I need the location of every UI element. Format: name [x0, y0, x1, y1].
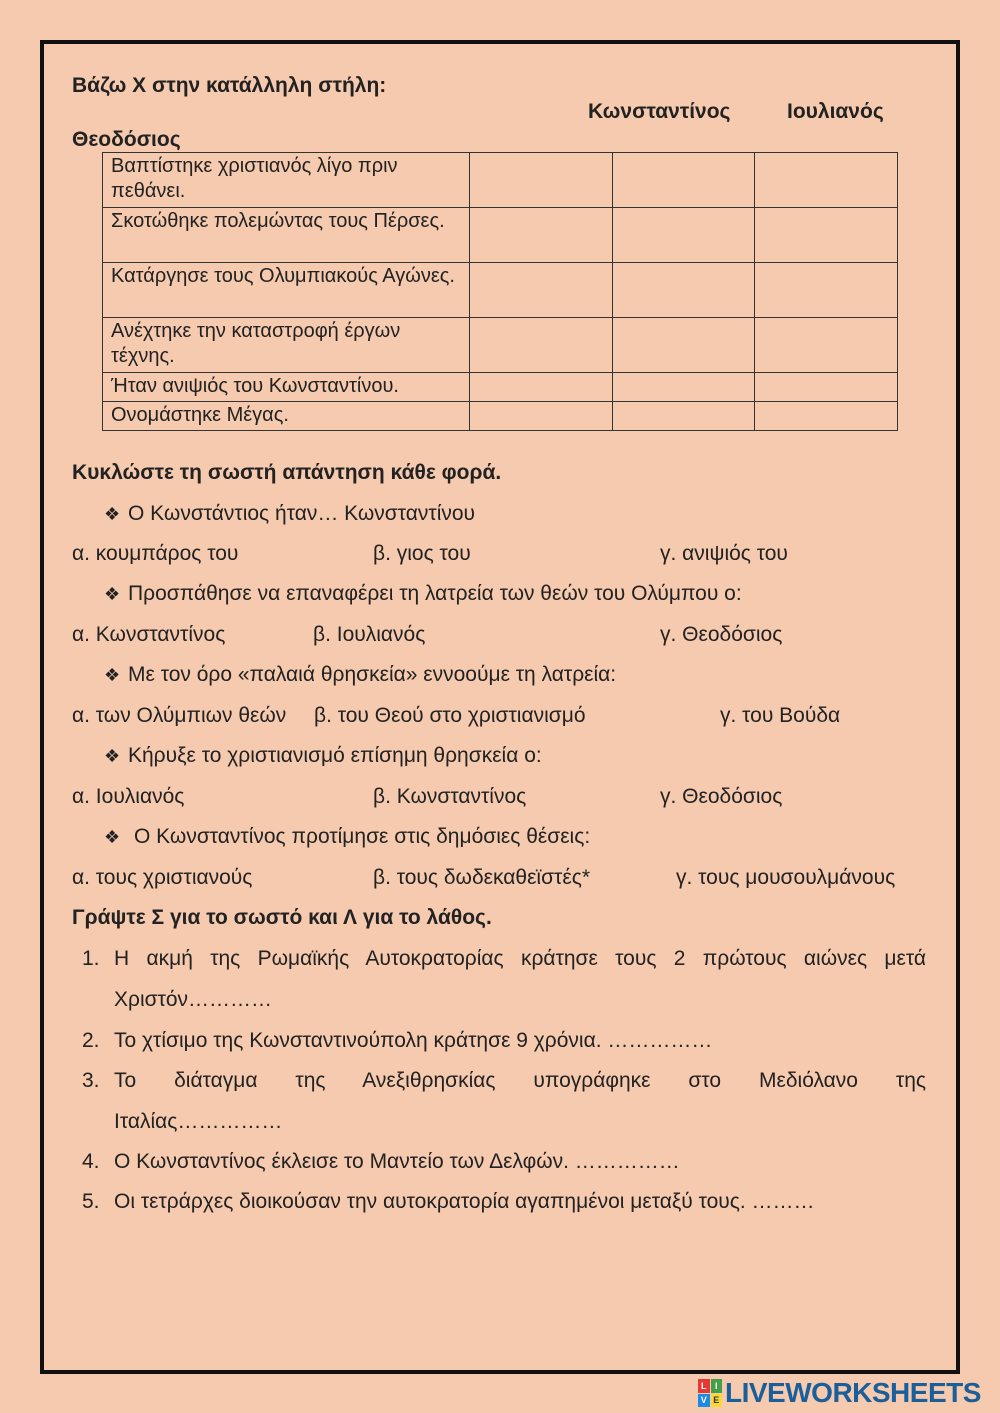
answer-cell[interactable]	[470, 263, 613, 318]
question-text: Κήρυξε το χριστιανισμό επίσημη θρησκεία ο:	[128, 744, 542, 767]
column-header-konstantinos: Κωνσταντίνος	[588, 100, 731, 123]
section1-heading: Βάζω Χ στην κατάλληλη στήλη:	[72, 74, 387, 97]
option-b[interactable]: β. Ιουλιανός	[313, 623, 426, 646]
statement-continuation[interactable]: Χριστόν…………	[114, 988, 273, 1011]
logo-text: LIVEWORKSHEETS	[725, 1377, 981, 1408]
table-row	[103, 318, 898, 373]
table-row	[103, 208, 898, 263]
answer-cell[interactable]	[755, 373, 898, 402]
question-5	[104, 825, 590, 849]
option-b[interactable]: β. Κωνσταντίνος	[373, 785, 527, 808]
statement-text[interactable]: Το χτίσιμο της Κωνσταντινούπολη κράτησε 9 χρόνια. ……………	[114, 1029, 713, 1052]
answer-cell[interactable]	[755, 153, 898, 208]
answer-cell[interactable]	[612, 318, 755, 373]
answer-cell[interactable]	[470, 402, 613, 431]
section2-heading: Κυκλώστε τη σωστή απάντηση κάθε φορά.	[72, 461, 502, 484]
statement-cell: Κατάργησε τους Ολυμπιακούς Αγώνες.	[103, 263, 470, 318]
statement-text: Το διάταγμα της Ανεξιθρησκίας υπογράφηκε στο Μεδιόλανο της	[114, 1069, 926, 1092]
option-a[interactable]: α. Κωνσταντίνος	[72, 623, 226, 646]
table-row	[103, 373, 898, 402]
statement-cell: Ονομάστηκε Μέγας.	[103, 402, 470, 431]
option-b[interactable]: β. του Θεού στο χριστιανισμό	[314, 704, 586, 727]
option-b[interactable]: β. τους δωδεκαθεϊστές*	[373, 866, 591, 889]
answer-cell[interactable]	[755, 402, 898, 431]
question-3	[104, 663, 616, 687]
item-number: 1.	[82, 947, 100, 970]
column-header-ioulianos: Ιουλιανός	[787, 100, 884, 123]
answer-cell[interactable]	[755, 263, 898, 318]
answer-cell[interactable]	[470, 153, 613, 208]
option-a[interactable]: α. κουμπάρος του	[72, 542, 239, 565]
option-c[interactable]: γ. του Βούδα	[720, 704, 841, 727]
liveworksheets-logo[interactable]	[698, 1376, 981, 1410]
statement-cell: Ανέχτηκε την καταστροφή έργων τέχνης.	[103, 318, 470, 373]
logo-badge-icon: L I V E	[698, 1379, 722, 1407]
option-c[interactable]: γ. τους μουσουλμάνους	[676, 866, 896, 889]
question-text: Με τον όρο «παλαιά θρησκεία» εννοούμε τη λατρεία:	[128, 663, 617, 686]
question-text: Προσπάθησε να επαναφέρει τη λατρεία των θεών του Ολύμπου ο:	[128, 582, 742, 605]
statement-cell: Σκοτώθηκε πολεμώντας τους Πέρσες.	[103, 208, 470, 263]
statement-cell: Βαπτίστηκε χριστιανός λίγο πριν πεθάνει.	[103, 153, 470, 208]
table-row	[103, 263, 898, 318]
question-text: Ο Κωνστάντιος ήταν… Κωνσταντίνου	[128, 502, 476, 525]
answer-cell[interactable]	[470, 373, 613, 402]
option-a[interactable]: α. τους χριστιανούς	[72, 866, 253, 889]
answer-cell[interactable]	[612, 373, 755, 402]
diamond-bullet-icon: ❖	[104, 827, 121, 847]
option-c[interactable]: γ. Θεοδόσιος	[660, 623, 783, 646]
answer-cell[interactable]	[612, 208, 755, 263]
answer-cell[interactable]	[470, 318, 613, 373]
column-header-theodosios: Θεοδόσιος	[72, 128, 181, 151]
option-c[interactable]: γ. ανιψιός του	[660, 542, 788, 565]
item-number: 4.	[82, 1150, 100, 1173]
statement-text[interactable]: Ο Κωνσταντίνος έκλεισε το Μαντείο των Δελφών. ……………	[114, 1150, 680, 1173]
diamond-bullet-icon: ❖	[104, 584, 121, 604]
option-a[interactable]: α. των Ολύμπιων θεών	[72, 704, 287, 727]
answer-cell[interactable]	[470, 208, 613, 263]
question-text: Ο Κωνσταντίνος προτίμησε στις δημόσιες θέσεις:	[134, 825, 591, 848]
answer-cell[interactable]	[612, 153, 755, 208]
statement-text[interactable]: Οι τετράρχες διοικούσαν την αυτοκρατορία αγαπημένοι μεταξύ τους. ………	[114, 1190, 815, 1213]
statement-cell: Ήταν ανιψιός του Κωνσταντίνου.	[103, 373, 470, 402]
option-c[interactable]: γ. Θεοδόσιος	[660, 785, 783, 808]
answer-cell[interactable]	[612, 263, 755, 318]
question-4	[104, 744, 542, 768]
option-a[interactable]: α. Ιουλιανός	[72, 785, 185, 808]
answer-cell[interactable]	[612, 402, 755, 431]
diamond-bullet-icon: ❖	[104, 504, 121, 524]
diamond-bullet-icon: ❖	[104, 665, 121, 685]
table-row	[103, 402, 898, 431]
question-2	[104, 582, 742, 606]
diamond-bullet-icon: ❖	[104, 746, 121, 766]
item-number: 2.	[82, 1029, 100, 1052]
option-b[interactable]: β. γιος του	[373, 542, 471, 565]
statement-continuation[interactable]: Ιταλίας……………	[114, 1110, 283, 1133]
section3-heading: Γράψτε Σ για το σωστό και Λ για το λάθος.	[72, 906, 492, 929]
emperor-checklist-table	[102, 152, 898, 431]
statement-text: Η ακμή της Ρωμαϊκής Αυτοκρατορίας κράτησε τους 2 πρώτους αιώνες μετά	[114, 947, 926, 970]
answer-cell[interactable]	[755, 318, 898, 373]
item-number: 5.	[82, 1190, 100, 1213]
item-number: 3.	[82, 1069, 100, 1092]
question-1	[104, 502, 475, 526]
table-row	[103, 153, 898, 208]
answer-cell[interactable]	[755, 208, 898, 263]
